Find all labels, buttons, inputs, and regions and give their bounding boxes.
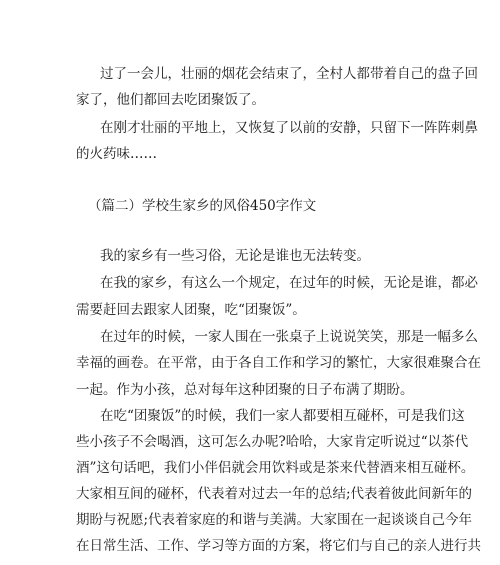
paragraph-line: 期盼与祝愿;代表着家庭的和谐与美满。大家围在一起谈谈自己今年 <box>76 512 473 528</box>
paragraph-line: 家了，他们都回去吃团聚饭了。 <box>76 92 265 108</box>
paragraph-line: 在吃“团聚饭”的时候，我们一家人都要相互碰杯，可是我们这 <box>100 408 465 424</box>
paragraph-line: 大家相互间的碰杯，代表着对过去一年的总结;代表着彼此间新年的 <box>76 486 473 502</box>
paragraph-line: 一起。作为小孩，总对每年这种团聚的日子布满了期盼。 <box>76 382 414 398</box>
paragraph-line: 些小孩子不会喝酒，这可怎么办呢?哈哈，大家肯定听说过“以茶代 <box>76 434 469 450</box>
paragraph-line: 过了一会儿，壮丽的烟花会结束了，全村人都带着自己的盘子回 <box>100 66 478 82</box>
section-heading: （篇二）学校生家乡的风俗450字作文 <box>88 198 317 214</box>
paragraph-line: 的火药味…… <box>76 146 157 162</box>
paragraph-line: 在我的家乡，有这么一个规定，在过年的时候，无论是谁，都必 <box>100 275 478 291</box>
paragraph-line: 在刚才壮丽的平地上，又恢复了以前的安静，只留下一阵阵刺鼻 <box>100 120 478 136</box>
paragraph-line: 在过年的时候，一家人围在一张桌子上说说笑笑，那是一幅多么 <box>100 329 478 345</box>
paragraph-line: 需要赶回去跟家人团聚，吃“团聚饭”。 <box>76 302 306 318</box>
paragraph-line: 在日常生活、工作、学习等方面的方案，将它们与自己的亲人进行共 <box>76 538 481 554</box>
paragraph-line: 酒”这句话吧，我们小伴侣就会用饮料或是茶来代替酒来相互碰杯。 <box>76 460 475 476</box>
paragraph-line: 我的家乡有一些习俗，无论是谁也无法转变。 <box>100 248 370 264</box>
paragraph-line: 幸福的画卷。在平常，由于各自工作和学习的繁忙，大家很难聚合在 <box>76 355 481 371</box>
